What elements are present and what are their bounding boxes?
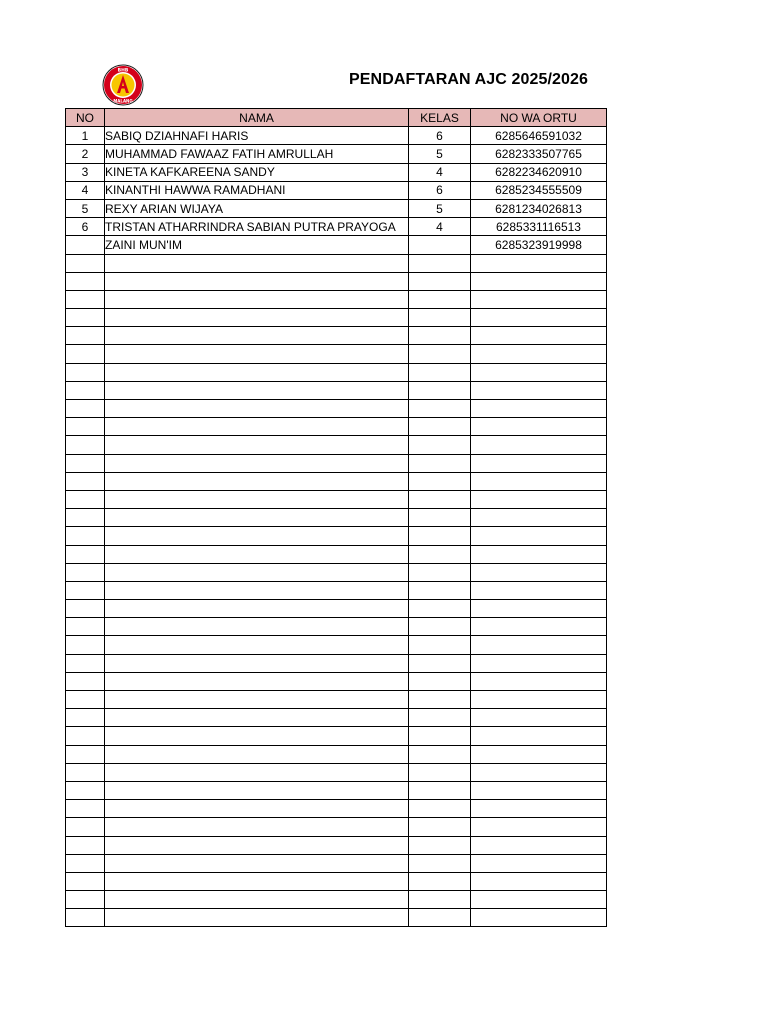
cell-nama[interactable] <box>105 563 409 581</box>
cell-wa[interactable] <box>471 327 607 345</box>
cell-wa[interactable]: 6282234620910 <box>471 163 607 181</box>
empty-row <box>66 363 607 381</box>
cell-wa[interactable] <box>471 709 607 727</box>
empty-row <box>66 454 607 472</box>
header-row <box>66 109 607 127</box>
cell-wa[interactable] <box>471 763 607 781</box>
empty-row <box>66 909 607 927</box>
cell-no[interactable] <box>66 745 105 763</box>
cell-no[interactable] <box>66 600 105 618</box>
cell-no[interactable] <box>66 891 105 909</box>
cell-no[interactable] <box>66 836 105 854</box>
empty-row <box>66 636 607 654</box>
cell-nama[interactable] <box>105 418 409 436</box>
cell-kelas[interactable] <box>409 781 471 799</box>
header-no: NO <box>66 109 105 127</box>
cell-no[interactable]: 1 <box>66 127 105 145</box>
cell-kelas[interactable] <box>409 618 471 636</box>
cell-wa[interactable] <box>471 563 607 581</box>
cell-kelas[interactable] <box>409 745 471 763</box>
table-row <box>66 236 607 254</box>
empty-row <box>66 691 607 709</box>
cell-nama[interactable]: KINANTHI HAWWA RAMADHANI <box>105 181 409 199</box>
cell-kelas[interactable]: 4 <box>409 218 471 236</box>
cell-wa[interactable] <box>471 472 607 490</box>
cell-nama[interactable] <box>105 781 409 799</box>
cell-wa[interactable] <box>471 527 607 545</box>
cell-no[interactable] <box>66 418 105 436</box>
table-row <box>66 181 607 199</box>
cell-wa[interactable] <box>471 800 607 818</box>
cell-nama[interactable] <box>105 854 409 872</box>
cell-kelas[interactable] <box>409 891 471 909</box>
cell-wa[interactable]: 6285331116513 <box>471 218 607 236</box>
empty-row <box>66 618 607 636</box>
registration-table <box>65 108 607 927</box>
cell-no[interactable] <box>66 290 105 308</box>
empty-row <box>66 654 607 672</box>
cell-kelas[interactable] <box>409 636 471 654</box>
cell-no[interactable] <box>66 345 105 363</box>
cell-nama[interactable] <box>105 454 409 472</box>
cell-kelas[interactable] <box>409 818 471 836</box>
cell-nama[interactable] <box>105 254 409 272</box>
cell-kelas[interactable]: 5 <box>409 145 471 163</box>
cell-wa[interactable] <box>471 254 607 272</box>
cell-wa[interactable] <box>471 909 607 927</box>
cell-no[interactable] <box>66 400 105 418</box>
cell-no[interactable] <box>66 236 105 254</box>
cell-nama[interactable] <box>105 509 409 527</box>
header-kelas: KELAS <box>409 109 471 127</box>
table-row <box>66 127 607 145</box>
cell-wa[interactable] <box>471 545 607 563</box>
cell-nama[interactable] <box>105 891 409 909</box>
cell-kelas[interactable] <box>409 327 471 345</box>
empty-row <box>66 254 607 272</box>
cell-nama[interactable] <box>105 909 409 927</box>
cell-nama[interactable] <box>105 327 409 345</box>
cell-nama[interactable] <box>105 709 409 727</box>
cell-no[interactable] <box>66 691 105 709</box>
empty-row <box>66 727 607 745</box>
empty-row <box>66 836 607 854</box>
cell-nama[interactable]: KINETA KAFKAREENA SANDY <box>105 163 409 181</box>
cell-nama[interactable] <box>105 272 409 290</box>
empty-row <box>66 709 607 727</box>
cell-no[interactable] <box>66 781 105 799</box>
empty-row <box>66 400 607 418</box>
empty-row <box>66 509 607 527</box>
cell-nama[interactable]: SABIQ DZIAHNAFI HARIS <box>105 127 409 145</box>
empty-row <box>66 272 607 290</box>
cell-no[interactable] <box>66 727 105 745</box>
cell-kelas[interactable] <box>409 527 471 545</box>
cell-no[interactable] <box>66 327 105 345</box>
cell-wa[interactable] <box>471 818 607 836</box>
cell-no[interactable]: 3 <box>66 163 105 181</box>
empty-row <box>66 309 607 327</box>
cell-nama[interactable] <box>105 581 409 599</box>
cell-wa[interactable]: 6285234555509 <box>471 181 607 199</box>
title-cell <box>340 68 606 94</box>
empty-row <box>66 891 607 909</box>
cell-wa[interactable] <box>471 309 607 327</box>
cell-no[interactable] <box>66 854 105 872</box>
cell-wa[interactable] <box>471 400 607 418</box>
cell-kelas[interactable] <box>409 600 471 618</box>
cell-wa[interactable] <box>471 618 607 636</box>
cell-no[interactable] <box>66 454 105 472</box>
cell-nama[interactable] <box>105 381 409 399</box>
empty-row <box>66 418 607 436</box>
cell-kelas[interactable] <box>409 509 471 527</box>
cell-kelas[interactable]: 5 <box>409 199 471 217</box>
cell-wa[interactable] <box>471 436 607 454</box>
cell-nama[interactable] <box>105 818 409 836</box>
cell-no[interactable] <box>66 545 105 563</box>
cell-nama[interactable] <box>105 527 409 545</box>
cell-wa[interactable] <box>471 891 607 909</box>
cell-wa[interactable] <box>471 272 607 290</box>
cell-no[interactable] <box>66 436 105 454</box>
cell-kelas[interactable] <box>409 363 471 381</box>
empty-row <box>66 563 607 581</box>
cell-nama[interactable] <box>105 290 409 308</box>
cell-kelas[interactable] <box>409 763 471 781</box>
cell-wa[interactable] <box>471 691 607 709</box>
cell-kelas[interactable] <box>409 545 471 563</box>
cell-no[interactable] <box>66 872 105 890</box>
cell-wa[interactable] <box>471 781 607 799</box>
page-title: PENDAFTARAN AJC 2025/2026 <box>349 71 589 88</box>
cell-no[interactable] <box>66 654 105 672</box>
cell-kelas[interactable] <box>409 309 471 327</box>
cell-no[interactable] <box>66 909 105 927</box>
cell-no[interactable] <box>66 254 105 272</box>
cell-nama[interactable] <box>105 691 409 709</box>
cell-nama[interactable]: REXY ARIAN WIJAYA <box>105 199 409 217</box>
cell-kelas[interactable] <box>409 709 471 727</box>
cell-nama[interactable] <box>105 727 409 745</box>
cell-no[interactable] <box>66 709 105 727</box>
cell-nama[interactable]: ZAINI MUN'IM <box>105 236 409 254</box>
cell-wa[interactable] <box>471 872 607 890</box>
cell-no[interactable]: 4 <box>66 181 105 199</box>
empty-row <box>66 745 607 763</box>
cell-nama[interactable] <box>105 309 409 327</box>
empty-row <box>66 527 607 545</box>
cell-wa[interactable]: 6282333507765 <box>471 145 607 163</box>
cell-wa[interactable] <box>471 345 607 363</box>
cell-wa[interactable] <box>471 654 607 672</box>
cell-kelas[interactable] <box>409 581 471 599</box>
cell-wa[interactable] <box>471 836 607 854</box>
cell-nama[interactable] <box>105 745 409 763</box>
cell-kelas[interactable] <box>409 345 471 363</box>
cell-kelas[interactable] <box>409 400 471 418</box>
cell-kelas[interactable] <box>409 472 471 490</box>
cell-wa[interactable] <box>471 854 607 872</box>
cell-nama[interactable] <box>105 436 409 454</box>
cell-wa[interactable] <box>471 745 607 763</box>
empty-row <box>66 490 607 508</box>
cell-no[interactable] <box>66 818 105 836</box>
cell-no[interactable] <box>66 636 105 654</box>
cell-no[interactable]: 5 <box>66 199 105 217</box>
cell-nama[interactable] <box>105 872 409 890</box>
table-row <box>66 218 607 236</box>
cell-no[interactable] <box>66 490 105 508</box>
cell-wa[interactable] <box>471 454 607 472</box>
cell-kelas[interactable] <box>409 490 471 508</box>
cell-kelas[interactable] <box>409 418 471 436</box>
cell-wa[interactable] <box>471 290 607 308</box>
cell-no[interactable] <box>66 581 105 599</box>
table-row <box>66 145 607 163</box>
cell-kelas[interactable] <box>409 691 471 709</box>
header-wa: NO WA ORTU <box>471 109 607 127</box>
cell-kelas[interactable]: 4 <box>409 163 471 181</box>
cell-nama[interactable] <box>105 654 409 672</box>
cell-wa[interactable]: 6285646591032 <box>471 127 607 145</box>
cell-no[interactable]: 6 <box>66 218 105 236</box>
cell-kelas[interactable] <box>409 236 471 254</box>
cell-kelas[interactable] <box>409 909 471 927</box>
cell-no[interactable] <box>66 363 105 381</box>
empty-row <box>66 854 607 872</box>
cell-wa[interactable] <box>471 418 607 436</box>
cell-no[interactable] <box>66 309 105 327</box>
cell-nama[interactable] <box>105 636 409 654</box>
cell-nama[interactable] <box>105 545 409 563</box>
cell-no[interactable] <box>66 509 105 527</box>
cell-no[interactable]: 2 <box>66 145 105 163</box>
header-nama: NAMA <box>105 109 409 127</box>
cell-kelas[interactable]: 6 <box>409 181 471 199</box>
cell-kelas[interactable] <box>409 800 471 818</box>
table-row <box>66 199 607 217</box>
cell-nama[interactable] <box>105 490 409 508</box>
empty-row <box>66 672 607 690</box>
cell-no[interactable] <box>66 527 105 545</box>
cell-no[interactable] <box>66 800 105 818</box>
cell-wa[interactable] <box>471 600 607 618</box>
cell-nama[interactable] <box>105 836 409 854</box>
cell-no[interactable] <box>66 672 105 690</box>
cell-nama[interactable] <box>105 618 409 636</box>
empty-row <box>66 818 607 836</box>
cell-wa[interactable] <box>471 636 607 654</box>
cell-kelas[interactable] <box>409 727 471 745</box>
cell-kelas[interactable] <box>409 381 471 399</box>
cell-kelas[interactable] <box>409 290 471 308</box>
cell-nama[interactable] <box>105 400 409 418</box>
empty-row <box>66 581 607 599</box>
cell-no[interactable] <box>66 381 105 399</box>
table-row <box>66 163 607 181</box>
cell-kelas[interactable] <box>409 454 471 472</box>
empty-row <box>66 600 607 618</box>
empty-row <box>66 327 607 345</box>
cell-kelas[interactable] <box>409 272 471 290</box>
emblem-top-text: BHB <box>117 68 129 74</box>
cell-no[interactable] <box>66 472 105 490</box>
cell-wa[interactable]: 6285323919998 <box>471 236 607 254</box>
cell-nama[interactable] <box>105 763 409 781</box>
empty-row <box>66 436 607 454</box>
cell-nama[interactable] <box>105 472 409 490</box>
cell-wa[interactable] <box>471 509 607 527</box>
empty-row <box>66 545 607 563</box>
cell-no[interactable] <box>66 272 105 290</box>
cell-wa[interactable] <box>471 727 607 745</box>
cell-nama[interactable] <box>105 672 409 690</box>
cell-nama[interactable]: MUHAMMAD FAWAAZ FATIH AMRULLAH <box>105 145 409 163</box>
cell-nama[interactable] <box>105 363 409 381</box>
cell-kelas[interactable] <box>409 872 471 890</box>
cell-wa[interactable] <box>471 672 607 690</box>
cell-wa[interactable] <box>471 581 607 599</box>
cell-kelas[interactable] <box>409 854 471 872</box>
cell-wa[interactable] <box>471 363 607 381</box>
cell-kelas[interactable] <box>409 836 471 854</box>
cell-kelas[interactable] <box>409 563 471 581</box>
cell-no[interactable] <box>66 763 105 781</box>
empty-row <box>66 472 607 490</box>
empty-row <box>66 290 607 308</box>
cell-wa[interactable] <box>471 381 607 399</box>
cell-kelas[interactable] <box>409 436 471 454</box>
cell-wa[interactable]: 6281234026813 <box>471 199 607 217</box>
cell-kelas[interactable] <box>409 654 471 672</box>
empty-row <box>66 800 607 818</box>
cell-nama[interactable]: TRISTAN ATHARRINDRA SABIAN PUTRA PRAYOGA <box>105 218 409 236</box>
emblem-bottom-text: MALANG <box>113 98 133 104</box>
cell-no[interactable] <box>66 618 105 636</box>
school-emblem-icon <box>100 64 146 106</box>
empty-row <box>66 781 607 799</box>
cell-kelas[interactable]: 6 <box>409 127 471 145</box>
cell-wa[interactable] <box>471 490 607 508</box>
empty-row <box>66 763 607 781</box>
cell-no[interactable] <box>66 563 105 581</box>
empty-row <box>66 872 607 890</box>
empty-row <box>66 345 607 363</box>
cell-kelas[interactable] <box>409 254 471 272</box>
cell-nama[interactable] <box>105 345 409 363</box>
cell-nama[interactable] <box>105 800 409 818</box>
cell-kelas[interactable] <box>409 672 471 690</box>
cell-nama[interactable] <box>105 600 409 618</box>
empty-row <box>66 381 607 399</box>
